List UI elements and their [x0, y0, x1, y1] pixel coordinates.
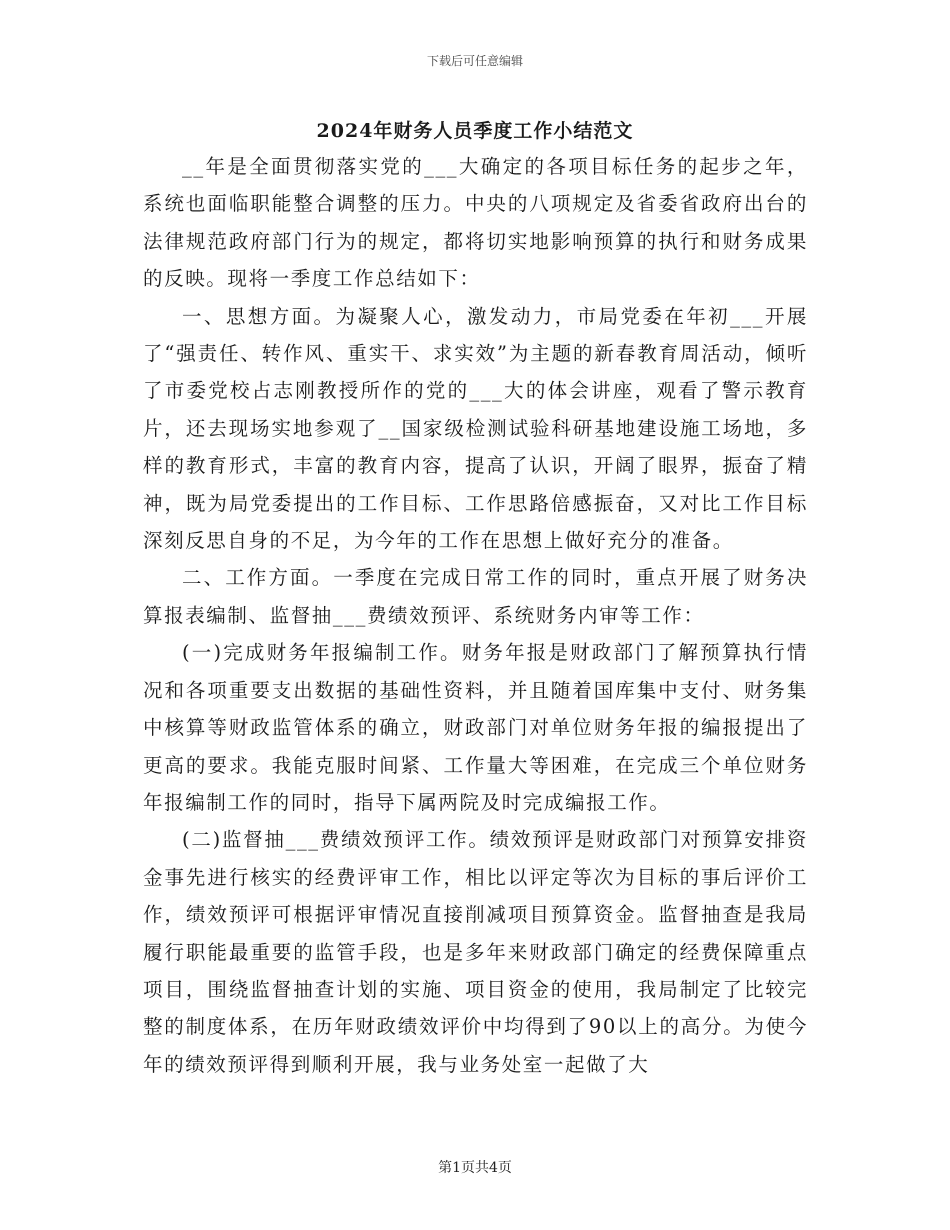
page-footer: 第1页共4页 [438, 1160, 512, 1176]
document-title: 2024年财务人员季度工作小结范文 [316, 120, 634, 142]
paragraph-thought: 一、思想方面。为凝聚人心，激发动力，市局党委在年初___开展了“强责任、转作风、重实干、求实效”为主题的新春教育周活动，倾听了市委党校占志刚教授所作的党的___大的体会讲座，观看了警示教育片，还去现场实地参观了__国家级检测试验科研基地建设施工场地，多样的教育形式，丰富的教育内容，提高了认识，开阔了眼界，振奋了精神，既为局党委提出的工作目标、工作思路倍感振奋，又对比工作目标深刻反思自身的不足，为今年的工作在思想上做好充分的准备。 [143, 304, 808, 553]
header-note: 下载后可任意编辑 [426, 54, 523, 68]
paragraph-performance-evaluation: (二)监督抽___费绩效预评工作。绩效预评是财政部门对预算安排资金事先进行核实的经费评审工作，相比以评定等次为目标的事后评价工作，绩效预评可根据评审情况直接削减项目预算资金。监督抽查是我局履行职能最重要的监管手段，也是多年来财政部门确定的经费保障重点项目，围绕监督抽查计划的实施、项目资金的使用，我局制定了比较完整的制度体系，在历年财政绩效评价中均得到了90以上的高分。为使今年的绩效预评得到顺利开展，我与业务处室一起做了大 [143, 828, 808, 1076]
paragraph-work: 二、工作方面。一季度在完成日常工作的同时，重点开展了财务决算报表编制、监督抽___费绩效预评、系统财务内审等工作： [143, 566, 808, 627]
document-body [143, 148, 808, 1083]
paragraph-intro: __年是全面贯彻落实党的___大确定的各项目标任务的起步之年，系统也面临职能整合调整的压力。中央的八项规定及省委省政府出台的法律规范政府部门行为的规定，都将切实地影响预算的执行和财务成果的反映。现将一季度工作总结如下： [143, 155, 808, 291]
paragraph-annual-report: (一)完成财务年报编制工作。财务年报是财政部门了解预算执行情况和各项重要支出数据的基础性资料，并且随着国库集中支付、财务集中核算等财政监管体系的确立，财政部门对单位财务年报的编报提出了更高的要求。我能克服时间紧、工作量大等困难，在完成三个单位财务年报编制工作的同时，指导下属两院及时完成编报工作。 [143, 641, 808, 814]
